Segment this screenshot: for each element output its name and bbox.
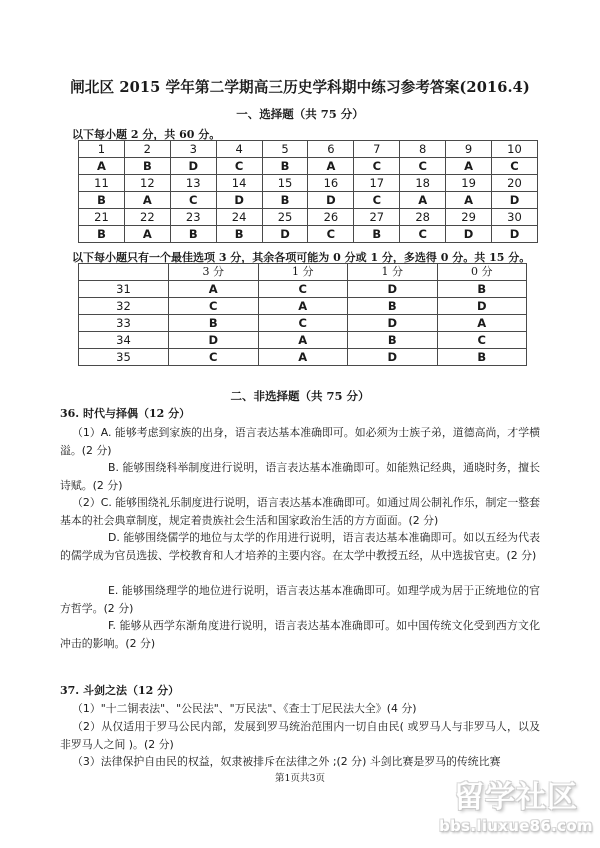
question-number-cell: 23 xyxy=(170,209,216,226)
answer-cell: A xyxy=(446,158,492,175)
answer-cell: B xyxy=(216,226,262,243)
question-number-cell: 9 xyxy=(446,141,492,158)
question-number-cell: 22 xyxy=(124,209,170,226)
section-two-lead: 以下每小题只有一个最佳选项 3 分，其余各项可能为 0 分或 1 分，多选得 0 分。共 15 分。 xyxy=(72,251,531,264)
answer-cell: D xyxy=(492,192,538,209)
question-37-part-1: （1）"十二铜表法"、"公民法"、"万民法"、《查士丁尼民法大全》(4 分) xyxy=(72,702,417,715)
question-number-cell: 1 xyxy=(79,141,125,158)
score-header-cell: 1 分 xyxy=(348,264,438,281)
answer-cell: C xyxy=(437,332,527,349)
question-number-cell: 17 xyxy=(354,175,400,192)
table-row xyxy=(79,141,538,158)
answer-cell: A xyxy=(437,315,527,332)
page-title: 闸北区 2015 学年第二学期高三历史学科期中练习参考答案(2016.4) xyxy=(70,79,530,96)
answer-cell: C xyxy=(170,192,216,209)
answer-cell: C xyxy=(354,158,400,175)
question-number-cell: 12 xyxy=(124,175,170,192)
score-header-blank xyxy=(79,264,169,281)
table-row xyxy=(79,209,538,226)
table-row xyxy=(79,192,538,209)
question-number-cell: 4 xyxy=(216,141,262,158)
table-row xyxy=(79,175,538,192)
question-36-heading: 36. 时代与择偶（12 分） xyxy=(60,407,191,420)
section-one-lead: 以下每小题 2 分，共 60 分。 xyxy=(72,128,221,141)
answer-cell: A xyxy=(258,298,348,315)
question-number-cell: 24 xyxy=(216,209,262,226)
answer-cell: B xyxy=(354,226,400,243)
question-36-part-e: E. 能够围绕理学的地位进行说明，语言表达基本准确即可。如理学成为居于正统地位的官方哲学。(2 分) xyxy=(60,584,540,615)
answer-cell: A xyxy=(258,332,348,349)
score-header-cell: 0 分 xyxy=(437,264,527,281)
answer-cell: A xyxy=(124,192,170,209)
answer-cell: C xyxy=(258,281,348,298)
answer-cell: B xyxy=(262,158,308,175)
question-number-cell: 8 xyxy=(400,141,446,158)
question-number-cell: 21 xyxy=(79,209,125,226)
answer-cell: C xyxy=(400,158,446,175)
question-number-cell: 31 xyxy=(79,281,169,298)
answer-cell: C xyxy=(492,158,538,175)
answer-cell: A xyxy=(400,192,446,209)
table-row xyxy=(79,158,538,175)
table-row xyxy=(79,332,527,349)
answer-cell: D xyxy=(308,192,354,209)
question-37-heading: 37. 斗剑之法（12 分） xyxy=(60,684,180,697)
table-row xyxy=(79,349,527,366)
answer-cell: B xyxy=(169,315,259,332)
question-36-part-a: （1）A. 能够考虑到家族的出身，语言表达基本准确即可。如必须为士族子弟，道德高尚，才学横溢。(2 分) xyxy=(60,426,540,457)
question-number-cell: 29 xyxy=(446,209,492,226)
question-number-cell: 2 xyxy=(124,141,170,158)
answer-cell: C xyxy=(169,349,259,366)
answer-cell: A xyxy=(169,281,259,298)
answer-cell: D xyxy=(437,298,527,315)
answer-cell: A xyxy=(446,192,492,209)
question-number-cell: 11 xyxy=(79,175,125,192)
answer-cell: D xyxy=(262,226,308,243)
question-number-cell: 15 xyxy=(262,175,308,192)
score-header-cell: 1 分 xyxy=(258,264,348,281)
question-36-part-c: （2）C. 能够围绕礼乐制度进行说明，语言表达基本准确即可。如通过周公制礼作乐，制定一整套基本的社会典章制度，规定着贵族社会生活和国家政治生活的方方面面。(2 分) xyxy=(60,496,540,527)
watermark-site-name: 留学社区 xyxy=(454,780,578,815)
question-number-cell: 20 xyxy=(492,175,538,192)
question-number-cell: 35 xyxy=(79,349,169,366)
table-row xyxy=(79,281,527,298)
question-number-cell: 25 xyxy=(262,209,308,226)
site-watermark xyxy=(438,780,594,844)
table-row xyxy=(79,226,538,243)
question-number-cell: 27 xyxy=(354,209,400,226)
question-number-cell: 28 xyxy=(400,209,446,226)
section-heading-one: 一、选择题（共 75 分） xyxy=(236,107,364,121)
question-number-cell: 5 xyxy=(262,141,308,158)
score-header-cell: 3 分 xyxy=(169,264,259,281)
page-footer: 第1页共3页 xyxy=(274,773,326,784)
answer-cell: D xyxy=(348,281,438,298)
answer-cell: D xyxy=(169,332,259,349)
answer-cell: D xyxy=(348,349,438,366)
answer-cell: B xyxy=(79,226,125,243)
answer-cell: C xyxy=(354,192,400,209)
answer-cell: A xyxy=(124,226,170,243)
answer-cell: A xyxy=(308,158,354,175)
answer-cell: D xyxy=(216,192,262,209)
table-header-row xyxy=(79,264,527,281)
question-number-cell: 3 xyxy=(170,141,216,158)
question-36-part-b: B. 能够围绕科举制度进行说明，语言表达基本准确即可。如能熟记经典，通晓时务，擅长诗赋。(2 分) xyxy=(60,461,540,492)
question-number-cell: 33 xyxy=(79,315,169,332)
question-number-cell: 7 xyxy=(354,141,400,158)
answer-cell: B xyxy=(348,298,438,315)
answer-cell: B xyxy=(437,349,527,366)
watermark-site-url: bbs.liuxue86.com xyxy=(439,817,593,835)
question-number-cell: 14 xyxy=(216,175,262,192)
question-37-part-2: （2）从仅适用于罗马公民内部，发展到罗马统治范围内一切自由民( 或罗马人与非罗马人，以及非罗马人之间 )。(2 分) xyxy=(60,720,540,751)
question-number-cell: 34 xyxy=(79,332,169,349)
answer-cell: C xyxy=(169,298,259,315)
answer-cell: C xyxy=(308,226,354,243)
question-number-cell: 26 xyxy=(308,209,354,226)
question-number-cell: 18 xyxy=(400,175,446,192)
answer-cell: A xyxy=(79,158,125,175)
question-number-cell: 10 xyxy=(492,141,538,158)
answer-cell: C xyxy=(258,315,348,332)
answer-cell: B xyxy=(170,226,216,243)
answer-cell: A xyxy=(258,349,348,366)
answer-cell: B xyxy=(124,158,170,175)
answer-cell: D xyxy=(446,226,492,243)
table-row xyxy=(79,315,527,332)
answer-table-best-option xyxy=(78,263,527,366)
answer-cell: C xyxy=(400,226,446,243)
answer-cell: D xyxy=(170,158,216,175)
section-heading-two: 二、非选择题（共 75 分） xyxy=(230,389,370,403)
question-number-cell: 19 xyxy=(446,175,492,192)
question-number-cell: 13 xyxy=(170,175,216,192)
answer-cell: B xyxy=(262,192,308,209)
table-row xyxy=(79,298,527,315)
question-number-cell: 16 xyxy=(308,175,354,192)
answer-cell: D xyxy=(492,226,538,243)
answer-table-multiple-choice xyxy=(78,140,538,243)
answer-cell: C xyxy=(216,158,262,175)
question-36-part-f: F. 能够从西学东渐角度进行说明，语言表达基本准确即可。如中国传统文化受到西方文化冲击的影响。(2 分) xyxy=(60,619,540,650)
question-number-cell: 6 xyxy=(308,141,354,158)
answer-table-2-body xyxy=(79,264,527,366)
question-number-cell: 30 xyxy=(492,209,538,226)
answer-cell: B xyxy=(79,192,125,209)
answer-cell: B xyxy=(437,281,527,298)
answer-cell: D xyxy=(348,315,438,332)
question-37-part-3: （3）法律保护自由民的权益，奴隶被排斥在法律之外 ;(2 分) 斗剑比赛是罗马的传统比赛 xyxy=(72,755,501,768)
question-number-cell: 32 xyxy=(79,298,169,315)
question-36-part-d: D. 能够围绕儒学的地位与太学的作用进行说明，语言表达基本准确即可。如以五经为代表的儒学成为官员选拔、学校教育和人才培养的主要内容。在太学中教授五经，从中选拔官吏。(2 分) xyxy=(60,531,540,562)
answer-cell: B xyxy=(348,332,438,349)
answer-table-1-body xyxy=(79,141,538,243)
